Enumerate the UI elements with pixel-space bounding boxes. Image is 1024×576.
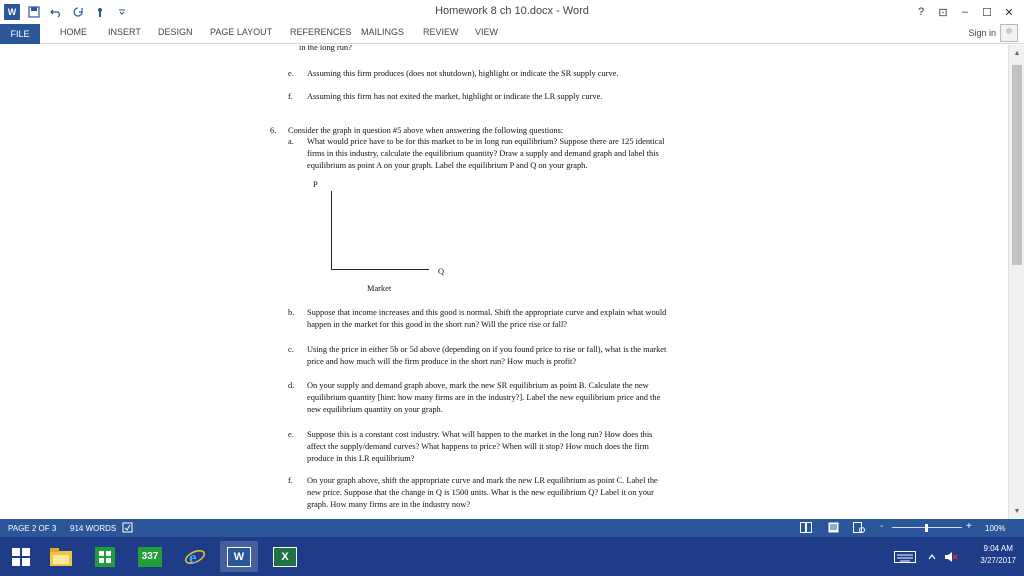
taskbar-internet-explorer[interactable] xyxy=(176,541,214,572)
text-line: produce in this LR equilibrium? xyxy=(307,454,415,463)
item-label: a. xyxy=(288,137,294,146)
text-line: new price. Suppose that the change in Q is 1500 units. What is the new equilibrium Q? Label it on your xyxy=(307,488,654,497)
scroll-up-icon[interactable]: ▲ xyxy=(1013,49,1021,57)
word-icon: W xyxy=(227,547,251,567)
text-line: price and how much will the firm produce in the short run? How much is profit? xyxy=(307,357,577,366)
ribbon-display-options-button[interactable]: ⊡ xyxy=(938,6,948,19)
text-line: happen in the market for this good in the short run? Will the price rise or fall? xyxy=(307,320,567,329)
tab-insert[interactable]: INSERT xyxy=(108,27,141,37)
taskbar-excel[interactable] xyxy=(266,541,304,572)
store-icon xyxy=(95,547,115,567)
word-app-icon[interactable]: W xyxy=(4,4,20,20)
taskbar-store[interactable] xyxy=(86,541,124,572)
text-line: Suppose this is a constant cost industry. What will happen to the market in the long run? How does this xyxy=(307,430,653,439)
volume-button[interactable] xyxy=(940,541,962,572)
text-line: On your supply and demand graph above, mark the new SR equilibrium as point B. Calculate the new xyxy=(307,381,649,390)
minimize-button[interactable]: – xyxy=(961,6,969,18)
print-layout-icon[interactable] xyxy=(828,522,839,535)
item-label: d. xyxy=(288,381,295,390)
sign-in-link[interactable]: Sign in xyxy=(968,28,996,38)
text-line: firms in this industry, calculate the equilibrium quantity? Draw a supply and demand graph and label this xyxy=(307,149,659,158)
start-button[interactable] xyxy=(2,541,40,572)
graph-x-axis xyxy=(331,269,429,270)
text-line: Assuming this firm has not exited the market, highlight or indicate the LR supply curve. xyxy=(307,92,603,101)
scroll-down-icon[interactable]: ▼ xyxy=(1013,507,1021,515)
zoom-level[interactable]: 100% xyxy=(985,524,1006,533)
question-number: 6. xyxy=(270,126,277,135)
calculator-icon: 337 xyxy=(138,547,162,567)
help-button[interactable]: ? xyxy=(917,6,925,18)
text-line: Assuming this firm produces (does not shutdown), highlight or indicate the SR supply curve. xyxy=(307,69,619,78)
zoom-out-button[interactable]: - xyxy=(880,521,884,532)
ribbon-tabs xyxy=(0,24,1024,44)
item-label: e. xyxy=(288,69,294,78)
text-line: in the long run? xyxy=(299,45,352,52)
text-line: Using the price in either 5b or 5d above (depending on if you found price to rise or fall), what is the market xyxy=(307,345,667,354)
proofing-icon[interactable] xyxy=(122,522,133,535)
item-label: e. xyxy=(288,430,294,439)
tab-design[interactable]: DESIGN xyxy=(158,27,193,37)
tab-review[interactable]: REVIEW xyxy=(423,27,459,37)
graph-price-label: P xyxy=(313,180,318,189)
maximize-button[interactable]: ☐ xyxy=(982,6,992,19)
keyboard-icon xyxy=(894,551,916,563)
system-clock[interactable] xyxy=(980,543,1016,567)
chevron-up-icon xyxy=(928,554,936,560)
tab-references[interactable]: REFERENCES xyxy=(290,27,352,37)
item-label: f. xyxy=(288,476,293,485)
vertical-scrollbar[interactable] xyxy=(1008,45,1024,519)
zoom-slider-handle[interactable] xyxy=(925,524,928,532)
page-count[interactable]: PAGE 2 OF 3 xyxy=(8,524,57,533)
graph-quantity-label: Q xyxy=(438,267,445,276)
excel-icon: X xyxy=(273,547,297,567)
clock-time: 9:04 AM xyxy=(983,544,1013,553)
touch-keyboard-button[interactable] xyxy=(890,541,920,572)
word-count[interactable]: 914 WORDS xyxy=(70,524,117,533)
speaker-muted-icon xyxy=(944,551,958,563)
avatar[interactable] xyxy=(1000,24,1018,42)
clock-date: 3/27/2017 xyxy=(980,556,1016,565)
title-bar xyxy=(0,0,1024,24)
taskbar-word[interactable] xyxy=(220,541,258,572)
tab-mailings[interactable]: MAILINGS xyxy=(361,27,405,37)
tab-home[interactable]: HOME xyxy=(60,27,87,37)
zoom-in-button[interactable]: + xyxy=(966,521,972,532)
internet-explorer-icon xyxy=(184,546,206,568)
folder-icon xyxy=(50,548,72,566)
close-button[interactable]: ✕ xyxy=(1004,6,1014,19)
read-mode-icon[interactable] xyxy=(800,522,812,535)
svg-text:e: e xyxy=(189,547,197,567)
document-page[interactable] xyxy=(0,45,1008,519)
web-layout-icon[interactable] xyxy=(853,522,865,535)
text-line: What would price have to be for this market to be in long run equilibrium? Suppose there are 125 identical xyxy=(307,137,665,146)
status-bar xyxy=(0,519,1024,537)
text-line: equilibrium as point A on your graph. Label the equilibrium P and Q on your graph. xyxy=(307,161,588,170)
graph-y-axis xyxy=(331,191,332,270)
document-title: Homework 8 ch 10.docx - Word xyxy=(435,5,589,17)
text-line: On your graph above, shift the appropriate curve and mark the new LR equilibrium as point C. Label the xyxy=(307,476,658,485)
item-label: c. xyxy=(288,345,294,354)
taskbar-calculator[interactable] xyxy=(131,541,169,572)
tab-page-layout[interactable]: PAGE LAYOUT xyxy=(210,27,273,37)
scroll-thumb[interactable] xyxy=(1012,65,1022,265)
text-line: Suppose that income increases and this good is normal. Shift the appropriate curve and explain what would xyxy=(307,308,667,317)
text-line: Consider the graph in question #5 above when answering the following questions: xyxy=(288,126,564,135)
window-controls xyxy=(910,2,1020,22)
text-line: graph. How many firms are in the industry now? xyxy=(307,500,471,509)
taskbar-file-explorer[interactable] xyxy=(42,541,80,572)
text-line: affect the supply/demand curves? What happens to price? When will it stop? How much does the firm xyxy=(307,442,649,451)
taskbar xyxy=(0,537,1024,576)
item-label: f. xyxy=(288,92,293,101)
show-hidden-icons-button[interactable] xyxy=(922,541,942,572)
tab-view[interactable]: VIEW xyxy=(475,27,499,37)
document-area[interactable] xyxy=(0,45,1008,519)
text-line: equilibrium quantity [hint: how many firms are in the industry?]. Label the new equilibrium price and the xyxy=(307,393,661,402)
item-label: b. xyxy=(288,308,295,317)
windows-logo-icon xyxy=(12,548,30,566)
tab-file[interactable]: FILE xyxy=(0,24,40,44)
text-line: new equilibrium quantity on your graph. xyxy=(307,405,443,414)
graph-title: Market xyxy=(367,284,392,293)
